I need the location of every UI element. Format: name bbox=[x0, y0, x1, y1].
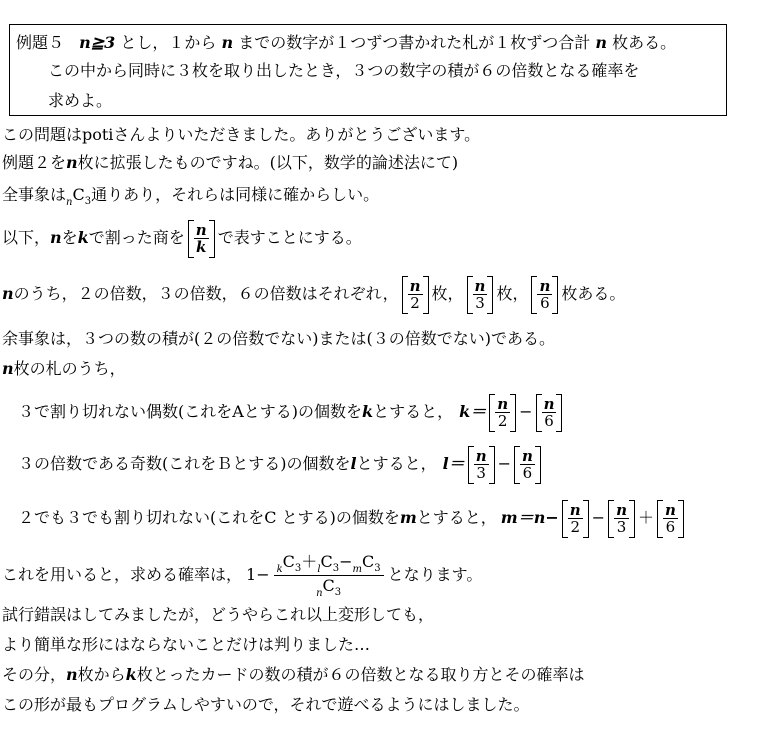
text: で割った商を bbox=[88, 228, 185, 247]
combination-sub-3: 3 bbox=[84, 196, 92, 207]
combination-sub-n: n bbox=[66, 197, 73, 208]
sub: l bbox=[317, 564, 321, 575]
var-n: n bbox=[66, 665, 78, 684]
var-l: l bbox=[350, 454, 357, 473]
equation-lhs: l＝ bbox=[442, 454, 465, 473]
sub: n bbox=[316, 588, 323, 599]
text: とすると， bbox=[356, 454, 437, 473]
var-n: n bbox=[50, 228, 62, 247]
fraction-numerator bbox=[274, 552, 384, 576]
frac-den: 6 bbox=[665, 518, 676, 536]
sub: 3 bbox=[332, 563, 340, 574]
body-line-4 bbox=[2, 218, 362, 258]
text: で表すことにする。 bbox=[217, 228, 362, 247]
frac-den: 2 bbox=[410, 294, 420, 312]
problem-label: 例題５ bbox=[16, 33, 65, 52]
text: これを用いると，求める確率は， bbox=[2, 565, 243, 584]
body-line-3 bbox=[2, 184, 379, 209]
frac-den: 3 bbox=[616, 518, 627, 536]
text: その分， bbox=[2, 665, 67, 684]
sub: 3 bbox=[374, 563, 381, 574]
equation-lhs: k＝ bbox=[459, 402, 487, 421]
text: ３の倍数である奇数(これをＢとする)の個数を bbox=[18, 454, 351, 473]
body-line-15: この形が最もプログラムしやすいので，それで遊べるようにはしました。 bbox=[2, 695, 530, 714]
frac-num: n bbox=[543, 395, 555, 413]
body-line-8 bbox=[18, 390, 565, 434]
combination-C: C bbox=[72, 185, 85, 204]
floor-bracket bbox=[188, 220, 215, 258]
text: ２でも３でも割り切れない(これをC とする)の個数を bbox=[18, 508, 400, 527]
body-line-12: 試行錯誤はしてみましたが，どうやらこれ以上変形しても， bbox=[2, 605, 435, 624]
text: 枚， bbox=[431, 284, 464, 303]
frac-den: k bbox=[196, 238, 207, 256]
body-line-1: この問題はpotiさんよりいただきました。ありがとうございます。 bbox=[2, 125, 481, 144]
problem-line-3: 求めよ。 bbox=[48, 91, 113, 110]
frac-den: 3 bbox=[476, 464, 486, 482]
frac-den: 6 bbox=[544, 412, 554, 430]
frac-den: 2 bbox=[570, 518, 580, 536]
operator: − bbox=[591, 508, 606, 527]
problem-text: とし，１から bbox=[120, 33, 217, 52]
operator: − bbox=[519, 402, 533, 421]
floor-bracket bbox=[468, 446, 495, 484]
text: ３で割り切れない偶数(これをAとする)の個数を bbox=[18, 402, 363, 421]
floor-bracket bbox=[514, 446, 541, 484]
text: 枚から bbox=[77, 665, 126, 684]
frac-den: 2 bbox=[497, 412, 508, 430]
frac-num: n bbox=[569, 501, 581, 519]
body-line-5 bbox=[2, 272, 625, 316]
text: のうち，２の倍数，３の倍数，６の倍数はそれぞれ， bbox=[13, 284, 399, 303]
var-n: n bbox=[2, 284, 14, 303]
body-line-2 bbox=[2, 152, 458, 174]
var-n: n bbox=[595, 33, 607, 52]
text: 枚， bbox=[496, 284, 529, 303]
sub: 3 bbox=[294, 563, 302, 574]
frac-num: n bbox=[475, 447, 487, 465]
frac-num: n bbox=[616, 501, 627, 519]
frac-num: n bbox=[497, 395, 509, 413]
comb-C: C bbox=[282, 552, 295, 571]
frac-num: n bbox=[474, 277, 486, 295]
fraction-denominator bbox=[313, 576, 344, 599]
text: を bbox=[61, 228, 78, 247]
floor-bracket bbox=[467, 276, 494, 314]
floor-bracket bbox=[531, 276, 558, 314]
floor-bracket bbox=[657, 500, 684, 538]
problem-box bbox=[9, 24, 727, 116]
sub: m bbox=[352, 564, 363, 575]
equation-one-minus: 1− bbox=[246, 565, 270, 584]
floor-bracket bbox=[536, 394, 563, 432]
operator: ＋ bbox=[301, 552, 318, 571]
problem-line-2: この中から同時に３枚を取り出したとき，３つの数字の積が６の倍数となる確率を bbox=[48, 61, 640, 80]
operator: − bbox=[339, 552, 353, 571]
body-line-6: 余事象は，３つの数の積が(２の倍数でない)または(３の倍数でない)である。 bbox=[2, 329, 555, 348]
comb-C: C bbox=[320, 552, 333, 571]
floor-bracket bbox=[402, 276, 429, 314]
frac-den: 3 bbox=[475, 294, 485, 312]
body-line-9 bbox=[18, 442, 544, 486]
comb-C: C bbox=[362, 552, 375, 571]
var-k: k bbox=[77, 228, 89, 247]
frac-den: 6 bbox=[540, 294, 550, 312]
problem-text: までの数字が１つずつ書かれた札が１枚ずつ合計 bbox=[238, 33, 591, 52]
body-line-7 bbox=[2, 358, 126, 380]
body-line-13: より簡単な形にはならないことだけは判りました… bbox=[2, 635, 371, 654]
problem-text: 枚ある。 bbox=[612, 33, 677, 52]
text: となります。 bbox=[387, 565, 483, 584]
frac-num: n bbox=[539, 277, 551, 295]
text: 例題２を bbox=[2, 153, 67, 172]
var-k: k bbox=[362, 402, 374, 421]
var-n: n bbox=[66, 153, 78, 172]
problem-line-1 bbox=[16, 33, 676, 53]
equation-lhs: m＝n− bbox=[500, 508, 559, 527]
var-m: m bbox=[399, 508, 417, 527]
frac-num: n bbox=[522, 447, 533, 465]
body-line-10 bbox=[18, 496, 687, 540]
comb-C: C bbox=[322, 576, 335, 595]
text: 以下， bbox=[2, 228, 51, 247]
text: 枚に拡張したものですね。(以下，数学的論述法にて) bbox=[77, 153, 459, 172]
text: 全事象は bbox=[2, 185, 67, 204]
body-line-14 bbox=[2, 664, 584, 686]
sub: 3 bbox=[334, 587, 342, 598]
text: 枚とったカードの数の積が６の倍数となる取り方とその確率は bbox=[136, 665, 585, 684]
floor-bracket bbox=[562, 500, 589, 538]
var-n: n bbox=[2, 359, 14, 378]
frac-num: n bbox=[195, 221, 207, 239]
operator: ＋ bbox=[637, 508, 654, 527]
problem-condition: n≧3 bbox=[79, 33, 116, 52]
floor-bracket bbox=[608, 500, 635, 538]
floor-bracket bbox=[489, 394, 516, 432]
var-n: n bbox=[221, 33, 234, 52]
frac-num: n bbox=[665, 501, 676, 519]
text: 枚の札のうち， bbox=[13, 359, 126, 378]
var-k: k bbox=[125, 665, 137, 684]
text: とすると， bbox=[416, 508, 497, 527]
frac-num: n bbox=[409, 277, 421, 295]
body-line-11 bbox=[2, 552, 482, 599]
text: とすると， bbox=[373, 402, 454, 421]
probability-fraction bbox=[274, 552, 384, 599]
sub: k bbox=[276, 564, 283, 575]
text: 枚ある。 bbox=[561, 284, 626, 303]
operator: − bbox=[497, 454, 511, 473]
text: 通りあり，それらは同様に確からしい。 bbox=[91, 185, 380, 204]
frac-den: 6 bbox=[522, 464, 533, 482]
